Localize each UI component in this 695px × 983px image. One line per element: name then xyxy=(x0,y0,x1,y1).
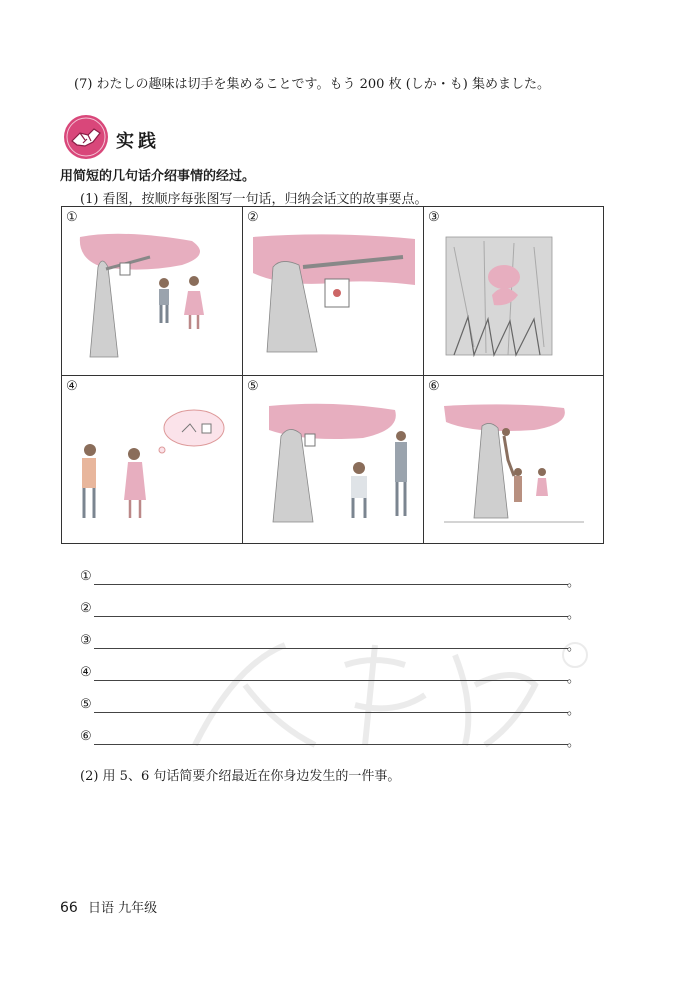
panel-number: ③ xyxy=(428,210,440,225)
panel-5 xyxy=(243,376,424,543)
boy-photo-illustration xyxy=(243,376,423,543)
panel-4 xyxy=(62,376,243,543)
panel-number: ② xyxy=(247,210,259,225)
bird-nest-illustration xyxy=(424,207,603,375)
panel-6 xyxy=(424,376,603,543)
page-number: 66 xyxy=(60,900,78,916)
answer-line-4[interactable]: ④ 。 xyxy=(80,665,580,686)
answer-line-1[interactable]: ① 。 xyxy=(80,569,580,590)
panel-number: ④ xyxy=(66,379,78,394)
climbing-tree-illustration xyxy=(424,376,603,543)
picture-panel-grid xyxy=(61,206,604,544)
answer-lines xyxy=(80,569,580,761)
panel-3 xyxy=(424,207,603,376)
answer-line-6[interactable]: ⑥ 。 xyxy=(80,729,580,750)
task-1-prompt: (1) 看图，按顺序每张图写一句话，归纳会话文的故事要点。 xyxy=(80,192,428,207)
page-footer xyxy=(60,897,157,916)
answer-line-2[interactable]: ② 。 xyxy=(80,601,580,622)
birdhouse-tree-illustration xyxy=(243,207,423,375)
instruction: 用简短的几句话介绍事情的经过。 xyxy=(60,169,256,184)
tree-children-illustration xyxy=(62,207,242,375)
answer-line-3[interactable]: ③ 。 xyxy=(80,633,580,654)
answer-line-5[interactable]: ⑤ 。 xyxy=(80,697,580,718)
panel-2 xyxy=(243,207,424,376)
panel-number: ⑤ xyxy=(247,379,259,394)
panel-1 xyxy=(62,207,243,376)
panel-number: ① xyxy=(66,210,78,225)
task-2-prompt: (2) 用 5、6 句话简要介绍最近在你身边发生的一件事。 xyxy=(80,769,401,784)
book-title: 日语 九年级 xyxy=(87,901,158,916)
example-sentence-7: (7) わたしの趣味は切手を集めることです。もう 200 枚 (しか・も) 集めました。 xyxy=(74,77,550,92)
handshake-icon xyxy=(63,114,109,160)
children-thinking-illustration xyxy=(62,376,242,543)
section-title: 实践 xyxy=(116,131,160,152)
panel-number: ⑥ xyxy=(428,379,440,394)
